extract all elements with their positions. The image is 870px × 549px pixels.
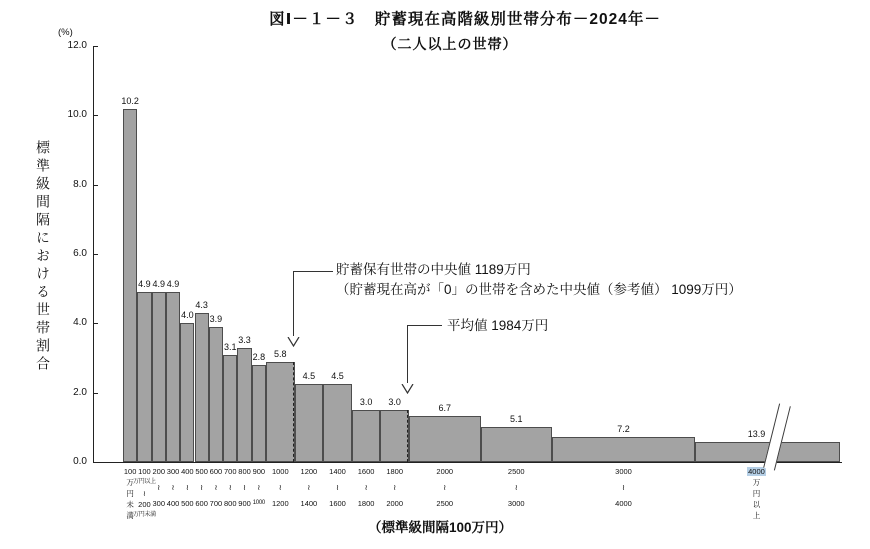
x-tick-label: 1600 ≀ 1800 [357,467,375,508]
bar-value-label: 4.9 [152,279,165,290]
median-annotation [336,260,742,300]
chart-subtitle: （二人以上の世帯） [382,36,518,52]
bar-value-label: 4.5 [302,371,316,382]
x-tick-label: 400 ≀ 500 [181,467,194,508]
y-tick-label: 12.0 [67,40,87,52]
y-tick-label: 8.0 [73,178,87,190]
bar-value-label: 5.1 [509,413,523,424]
mean-annotation: 平均値 1984万円 [447,318,549,333]
x-tick-label: 700 ≀ 800 [223,467,237,508]
bar-value-label: 6.7 [438,402,451,413]
histogram-bar [223,355,237,462]
y-tick-mark [93,185,98,186]
x-tick-label: 2500 ≀ 3000 [507,467,525,508]
y-tick-mark [93,115,98,116]
histogram-bar [409,416,481,462]
bar-value-label: 10.2 [121,95,139,106]
x-axis-line [93,462,842,463]
bar-value-label: 4.9 [166,279,180,290]
bar-value-label: 3.1 [223,341,237,352]
x-tick-label: 3000 ≀ 4000 [615,467,632,508]
histogram-bar [295,384,324,462]
x-tick-label: 2000 ≀ 2500 [436,467,454,508]
bar-value-label: 2.8 [252,351,266,362]
x-tick-label: 100 万 円 未 満 [123,467,137,520]
mean-pointer-line [407,325,408,383]
bar-value-label: 4.5 [331,371,344,382]
mean-pointer-line [407,325,442,326]
bar-value-label: 13.9 [747,428,766,439]
mean-arrowhead [401,381,414,399]
bar-value-label: 4.0 [181,310,194,321]
median-pointer-line [293,271,294,336]
bar-value-label: 5.8 [274,348,287,359]
y-axis-unit: (%) [58,27,73,38]
x-tick-label: 4000 万 円 以 上 [748,467,765,520]
x-tick-label: 800 ≀ 900 [238,467,251,508]
x-tick-label: 100 万円以上 ≀ 200 万円未満 [133,467,156,518]
bar-value-label: 3.9 [209,313,223,324]
histogram-bar [237,348,251,462]
histogram-bar [195,313,209,462]
median-pointer-line [293,271,333,272]
y-tick-mark [93,254,98,255]
median-annotation-line1: 貯蓄保有世帯の中央値 1189万円 [336,262,531,277]
histogram-bar [352,410,381,462]
histogram-bar [481,427,553,462]
median-dashed-line [293,362,294,462]
histogram-bar [180,323,194,462]
bar-value-label: 3.0 [359,397,373,408]
y-tick-label: 4.0 [73,317,87,329]
bar-value-label: 7.2 [617,424,630,435]
median-arrowhead [287,334,300,352]
y-axis-title: 標準級間隔における世帯割合 [35,140,51,374]
y-tick-mark [93,462,98,463]
median-annotation-line2: （貯蓄現在高が「0」の世帯を含めた中央値（参考値） 1099万円） [336,282,742,297]
y-tick-mark [93,46,98,47]
bar-value-label: 4.9 [138,279,151,290]
x-tick-label: 1800 ≀ 2000 [386,467,404,508]
histogram-bar [552,437,695,462]
histogram-bar [380,410,409,462]
x-tick-label: 300 ≀ 400 [166,467,180,508]
x-tick-label: 1200 ≀ 1400 [300,467,318,508]
x-tick-label: 1400 ≀ 1600 [329,467,346,508]
y-tick-label: 0.0 [73,456,87,467]
bar-value-label: 3.0 [388,397,401,408]
x-tick-label: 900 ≀ 1000 [252,467,266,506]
x-tick-label: 1000 ≀ 1200 [271,467,289,508]
x-axis-caption: （標準級間隔100万円） [367,520,513,535]
mean-dashed-line [407,410,408,462]
y-tick-label: 10.0 [67,109,87,121]
y-tick-label: 6.0 [73,248,87,260]
histogram-bar [152,292,166,462]
y-tick-label: 2.0 [73,386,87,398]
histogram-bar [252,365,266,462]
bar-value-label: 4.3 [195,299,208,310]
chart-title: 図Ⅰ－１－３ 貯蓄現在高階級別世帯分布－2024年－ [269,11,661,28]
histogram-bar [137,292,151,462]
x-tick-label: 500 ≀ 600 [195,467,208,508]
x-tick-label: 200 ≀ 300 [152,467,165,508]
y-tick-mark [93,323,98,324]
bar-value-label: 3.3 [238,334,251,345]
x-tick-label: 600 ≀ 700 [209,467,223,508]
y-tick-mark [93,393,98,394]
histogram-bar [323,384,352,462]
